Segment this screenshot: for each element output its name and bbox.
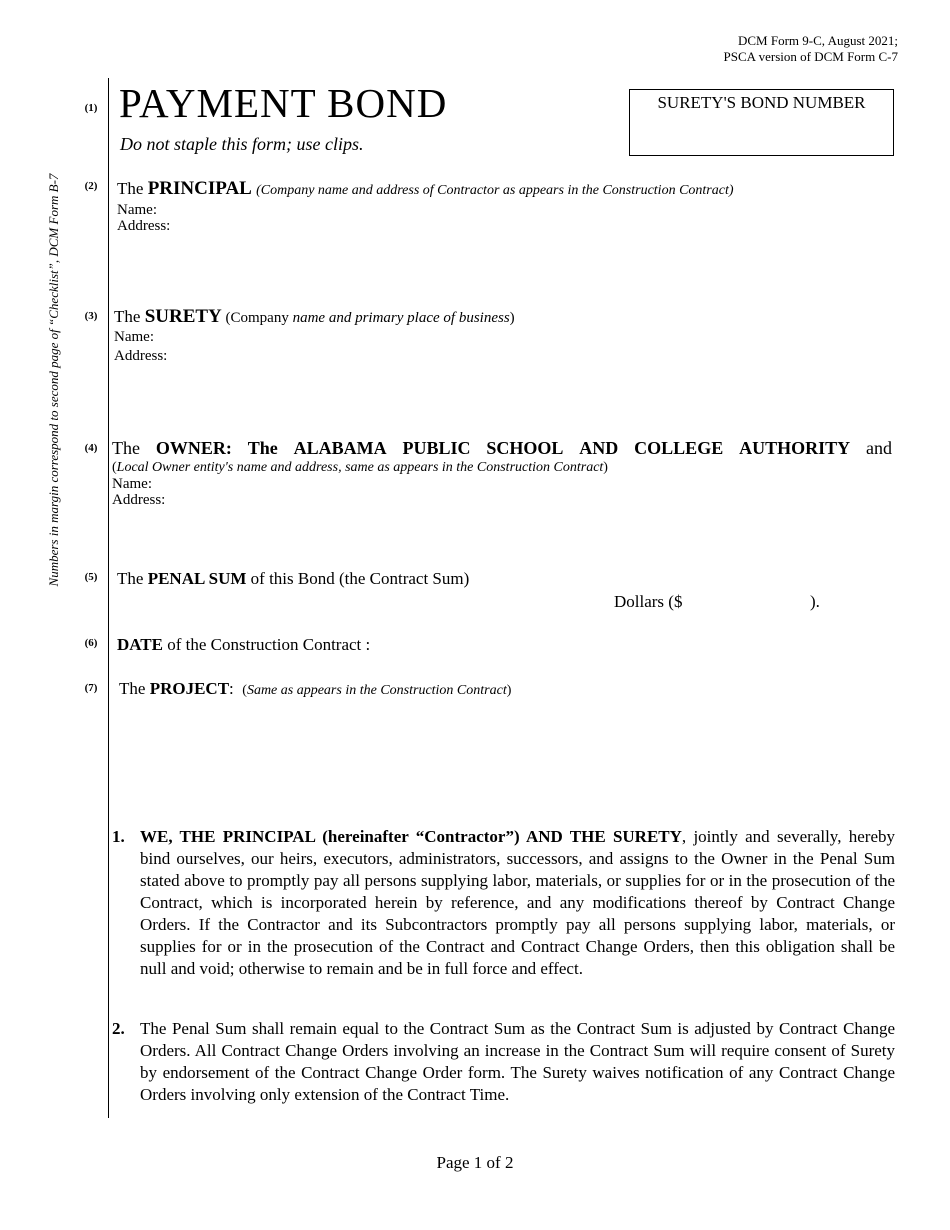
owner-word-7: AND xyxy=(579,438,619,458)
date-label: DATE xyxy=(117,635,163,654)
paragraph-1-text: , jointly and severally, hereby bind ourselves, our heirs, executors, administrators, successors, and assigns to the Owner in the Penal Sum stated above to promptly pay all persons supplying labor, materials, or supplies for or in the prosecution of the Contract, which is incorporated herein by reference, and any modifications thereof by Contract Change Orders. If the Contractor and its Subcontractors promptly pay all persons supplying labor, materials, or supplies for or in the prosecution of the Contract and Contract Change Orders, then this obligation shall be null and void; otherwise to remain and be in full force and effect. xyxy=(140,827,895,978)
owner-section xyxy=(112,460,608,508)
penal-sum-prefix: The xyxy=(117,569,148,588)
margin-rule xyxy=(108,78,109,1118)
date-line xyxy=(117,635,370,655)
page-subtitle: Do not staple this form; use clips. xyxy=(120,134,364,154)
paragraph-1-number: 1. xyxy=(112,827,125,846)
margin-number-4: (4) xyxy=(84,442,98,454)
surety-address-field[interactable]: Address: xyxy=(114,348,168,364)
penal-sum-line xyxy=(117,569,469,589)
paragraph-2 xyxy=(112,1018,895,1106)
principal-prefix: The xyxy=(117,179,148,198)
dollars-label: Dollars ($ xyxy=(614,592,683,611)
owner-note: Local Owner entity's name and address, same as appears in the Construction Contract xyxy=(116,460,604,475)
margin-number-6: (6) xyxy=(84,637,98,649)
owner-label: OWNER: xyxy=(155,438,232,458)
dollars-close: ). xyxy=(810,592,820,611)
form-identifier xyxy=(724,33,898,65)
owner-heading xyxy=(112,438,892,459)
surety-note: name and primary place of business xyxy=(292,310,510,326)
principal-note: (Company name and address of Contractor as appears in the Construction Contract) xyxy=(256,183,734,198)
principal-section xyxy=(117,178,734,234)
owner-note-close: ) xyxy=(603,460,608,475)
owner-name-field[interactable]: Name: xyxy=(112,476,152,492)
margin-number-1: (1) xyxy=(84,102,98,114)
surety-note-open: (Company xyxy=(221,310,293,326)
project-prefix: The xyxy=(119,679,150,698)
surety-prefix: The xyxy=(114,307,145,326)
project-label: PROJECT xyxy=(149,679,230,698)
page-number: Page 1 of 2 xyxy=(436,1153,514,1172)
dollars-amount-field[interactable] xyxy=(702,591,808,613)
project-note-open: ( xyxy=(242,683,247,698)
owner-word-10: and xyxy=(865,438,892,458)
margin-number-2: (2) xyxy=(84,180,98,192)
bond-number-label: SURETY'S BOND NUMBER xyxy=(657,93,866,112)
surety-name-field[interactable]: Name: xyxy=(114,329,154,345)
margin-number-3: (3) xyxy=(84,310,98,322)
penal-sum-suffix: of this Bond (the Contract Sum) xyxy=(246,569,470,588)
form-id-line1: DCM Form 9-C, August 2021; xyxy=(738,33,898,48)
principal-name-field[interactable]: Name: xyxy=(117,202,157,218)
date-suffix: of the Construction Contract : xyxy=(162,635,371,654)
paragraph-2-text: The Penal Sum shall remain equal to the Contract Sum as the Contract Sum is adjusted by Contract Change Orders. All Contract Change Orders involving an increase in the Contract Sum will require consent of Surety by endorsement of the Contract Change Order form. The Surety waives notification of any Contract Change Orders involving only extension of the Contract Time. xyxy=(140,1019,895,1104)
margin-number-5: (5) xyxy=(84,571,98,583)
paragraph-1 xyxy=(112,826,895,980)
principal-address-field[interactable]: Address: xyxy=(117,218,171,234)
owner-word-3: The xyxy=(247,438,278,458)
owner-word-6: SCHOOL xyxy=(486,438,564,458)
surety-note-close: ) xyxy=(509,310,515,326)
owner-word-8: COLLEGE xyxy=(634,438,724,458)
form-id-line2: PSCA version of DCM Form C-7 xyxy=(723,49,898,64)
margin-number-7: (7) xyxy=(84,682,98,694)
owner-address-field[interactable]: Address: xyxy=(112,492,166,508)
margin-side-note: Numbers in margin correspond to second page of “Checklist”, DCM Form B-7 xyxy=(46,173,61,587)
project-line xyxy=(119,679,511,699)
bond-number-box[interactable] xyxy=(629,89,894,156)
surety-label: SURETY xyxy=(144,306,222,327)
paragraph-2-number: 2. xyxy=(112,1019,125,1038)
owner-word-1: The xyxy=(112,438,140,458)
paragraph-1-bold: WE, THE PRINCIPAL (hereinafter “Contractor”) AND THE SURETY xyxy=(140,827,682,846)
owner-note-open: ( xyxy=(112,460,117,475)
owner-word-9: AUTHORITY xyxy=(739,438,851,458)
project-note: Same as appears in the Construction Contract xyxy=(246,683,507,698)
principal-label: PRINCIPAL xyxy=(147,178,252,199)
owner-word-5: PUBLIC xyxy=(402,438,471,458)
project-note-close: ) xyxy=(506,683,512,698)
surety-section xyxy=(114,306,515,364)
page-title: PAYMENT BOND xyxy=(119,80,448,126)
project-colon: : xyxy=(229,679,234,698)
owner-word-4: ALABAMA xyxy=(293,438,387,458)
penal-sum-label: PENAL SUM xyxy=(147,569,247,588)
